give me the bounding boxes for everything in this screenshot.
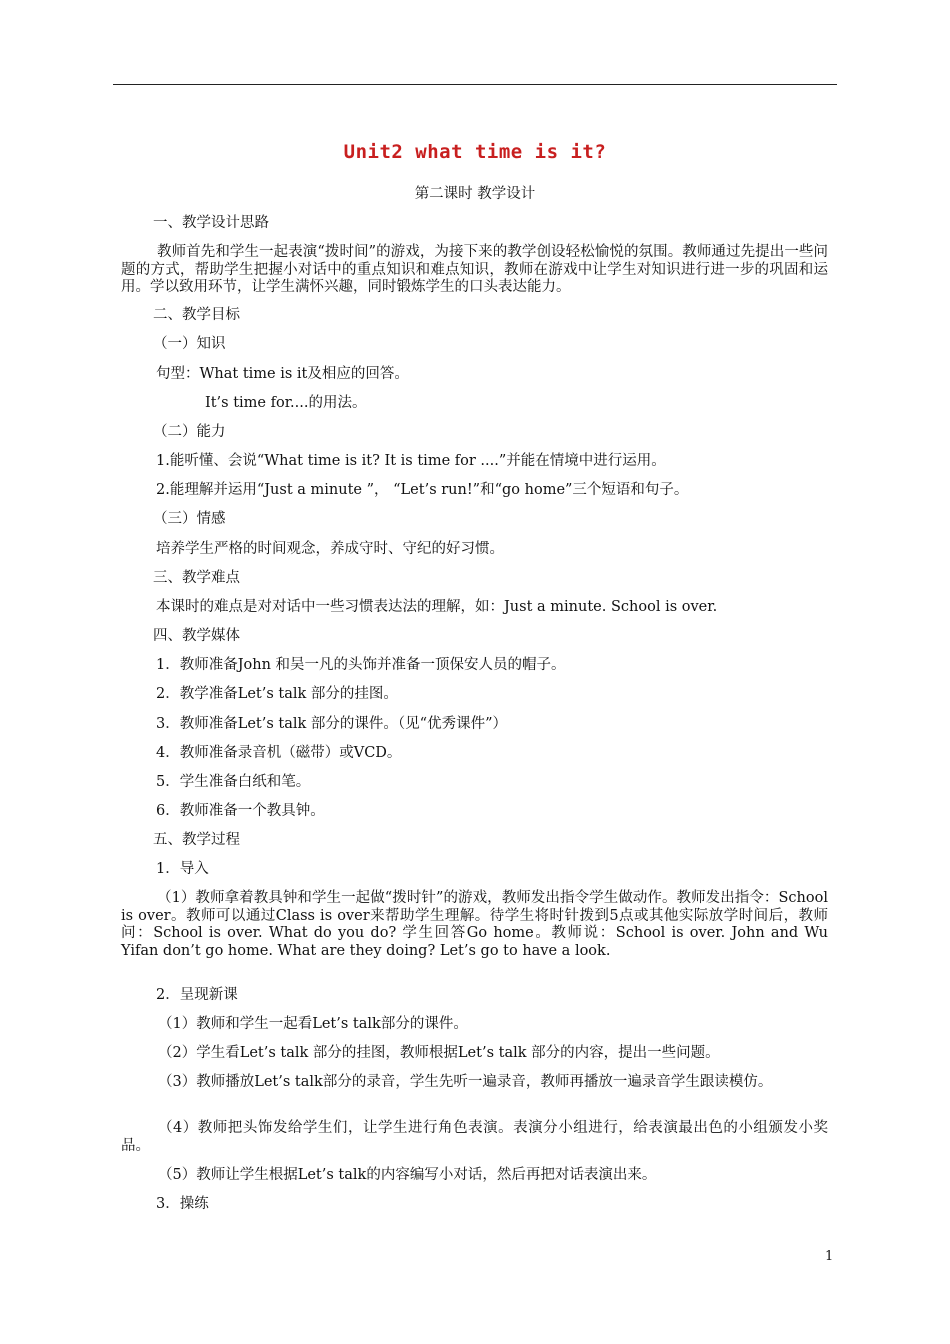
list-item: 1．教师准备John 和吴一凡的头饰并准备一顶保安人员的帽子。 — [156, 657, 566, 673]
list-item: 3．教师准备Let’s talk 部分的课件。（见“优秀课件”） — [156, 716, 508, 732]
section-heading: 四、教学媒体 — [153, 628, 240, 644]
text-line: 1.能听懂、会说“What time is it? It is time for ....”并能在情境中进行运用。 — [156, 453, 666, 469]
subsection-heading: 3．操练 — [156, 1196, 209, 1212]
list-item: 4．教师准备录音机（磁带）或VCD。 — [156, 745, 402, 761]
subsection-heading: 1．导入 — [156, 861, 209, 877]
paragraph: 教师首先和学生一起表演“拨时间”的游戏，为接下来的教学创设轻松愉悦的氛围。教师通过先提出一些问题的方式，帮助学生把握小对话中的重点知识和难点知识，教师在游戏中让学生对知识进行进一步的巩固和运用。学以致用环节，让学生满怀兴趣，同时锻炼学生的口头表达能力。 — [121, 244, 828, 295]
text-line: （2）学生看Let’s talk 部分的挂图，教师根据Let’s talk 部分的内容，提出一些问题。 — [158, 1045, 720, 1061]
section-heading: 二、教学目标 — [153, 307, 240, 323]
paragraph: （3）教师播放Let’s talk部分的录音，学生先听一遍录音，教师再播放一遍录音学生跟读模仿。 — [158, 1074, 773, 1090]
section-heading: 一、教学设计思路 — [153, 215, 269, 231]
list-item: 5．学生准备白纸和笔。 — [156, 774, 311, 790]
text-line: It’s time for....的用法。 — [205, 395, 367, 411]
paragraph: （1）教师拿着教具钟和学生一起做“拨时针”的游戏，教师发出指令学生做动作。教师发出指令：School is over。教师可以通过Class is over来帮助学生理解。待学生将时针拨到5点或其他实际放学时间后，教师问：School is over. What do you do? 学生回答Go home。教师说：School is over. John and Wu Yifan don’t go home. What are they doing? Let’s go to have a look. — [121, 890, 828, 959]
document-subtitle: 第二课时 教学设计 — [414, 186, 536, 202]
page-number: 1 — [825, 1249, 834, 1264]
text-line: 句型：What time is it及相应的回答。 — [156, 366, 409, 382]
document-title: Unit2 what time is it? — [343, 141, 607, 163]
header-rule — [113, 84, 837, 85]
section-heading: 三、教学难点 — [153, 570, 240, 586]
section-heading: 五、教学过程 — [153, 832, 240, 848]
subsection-heading: （二）能力 — [153, 424, 226, 440]
text-line: （1）教师和学生一起看Let’s talk部分的课件。 — [158, 1016, 468, 1032]
text-line: 本课时的难点是对对话中一些习惯表达法的理解，如：Just a minute. School is over. — [156, 599, 718, 615]
text-line: 2.能理解并运用“Just a minute ”， “Let’s run!”和“go home”三个短语和句子。 — [156, 482, 689, 498]
list-item: 2．教学准备Let’s talk 部分的挂图。 — [156, 686, 398, 702]
subsection-heading: （三）情感 — [153, 511, 226, 527]
subsection-heading: （一）知识 — [153, 336, 226, 352]
subsection-heading: 2．呈现新课 — [156, 987, 238, 1003]
text-line: （5）教师让学生根据Let’s talk的内容编写小对话，然后再把对话表演出来。 — [158, 1167, 657, 1183]
text-line: 培养学生严格的时间观念，养成守时、守纪的好习惯。 — [156, 541, 504, 557]
list-item: 6．教师准备一个教具钟。 — [156, 803, 325, 819]
paragraph: （4）教师把头饰发给学生们，让学生进行角色表演。表演分小组进行，给表演最出色的小组颁发小奖品。 — [121, 1120, 828, 1154]
